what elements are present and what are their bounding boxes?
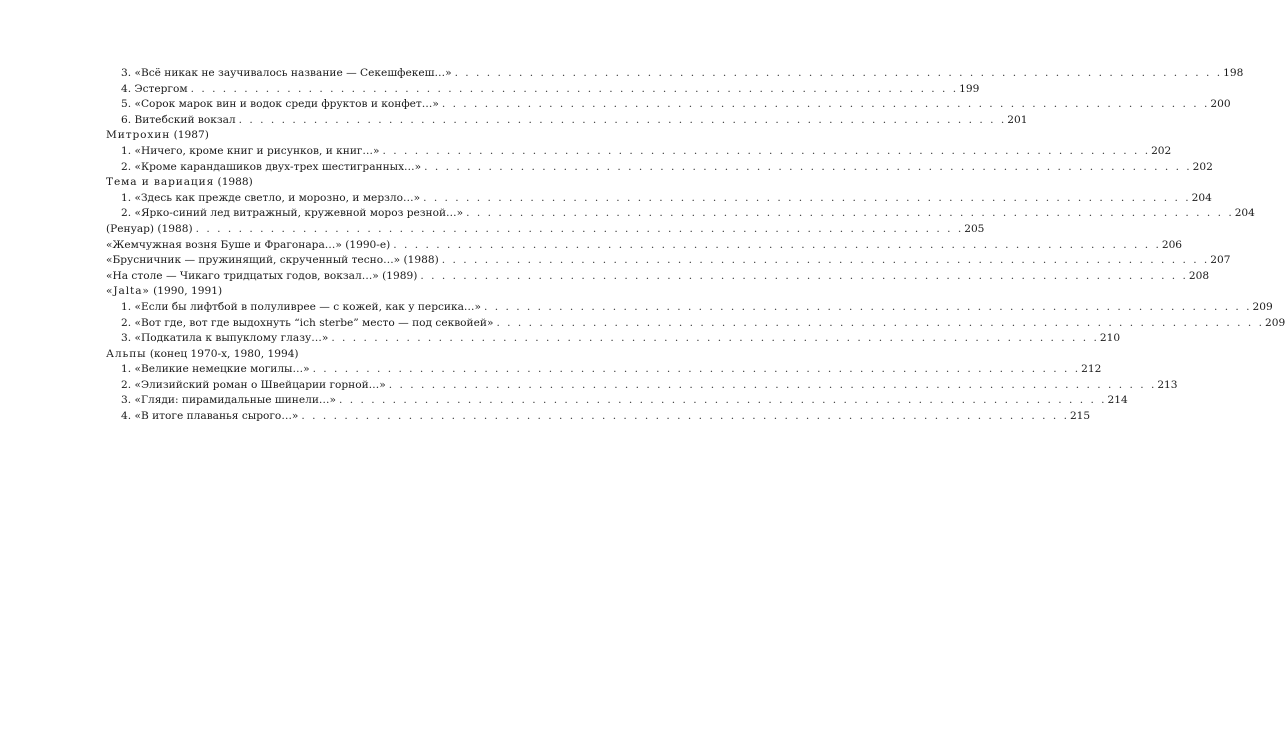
toc-entry (106, 222, 985, 238)
toc-entry-title: 1. «Ничего, кроме книг и рисунков, и книг…» (121, 144, 380, 157)
dot-leader: . . . . . . . . . . . . . . . . . . . . . . . . . . . . . . . . . . . . . . . . . . . . . . . . . . . . . . . . . . . . . . . . . . . . . . . . (301, 410, 1069, 423)
toc-page-number: 202 (1151, 144, 1172, 157)
toc-entry-title: 1. «Великие немецкие могилы…» (121, 363, 310, 376)
dot-leader: . . . . . . . . . . . . . . . . . . . . . . . . . . . . . . . . . . . . . . . . . . . . . . . . . . . . . . . . . . . . . . . . . . . . . . . . (496, 316, 1264, 329)
section-date: (1988) (214, 176, 253, 189)
toc-section-heading (106, 128, 486, 144)
toc-entry (106, 160, 1213, 176)
section-date: (1990, 1991) (149, 285, 223, 298)
toc-entry-title: «Жемчужная возня Буше и Фрагонара…» (1990-е) (106, 238, 391, 251)
toc-page-number: 215 (1069, 410, 1091, 423)
section-date: (конец 1970-х, 1980, 1994) (146, 347, 299, 360)
toc-page-number: 213 (1157, 378, 1178, 391)
toc-entry (106, 191, 1212, 207)
toc-entry-title: «На столе — Чикаго тридцатых годов, вокзал…» (1989) (106, 269, 418, 282)
dot-leader: . . . . . . . . . . . . . . . . . . . . . . . . . . . . . . . . . . . . . . . . . . . . . . . . . . . . . . . . . . . . . . . . . . . . . . . . (466, 207, 1234, 220)
dot-leader: . . . . . . . . . . . . . . . . . . . . . . . . . . . . . . . . . . . . . . . . . . . . . . . . . . . . . . . . . . . . . . . . . . . . . . . . (190, 82, 959, 95)
toc-entry-title: 3. «Подкатила к выпуклому глазу…» (121, 332, 329, 345)
toc-entry (106, 316, 1285, 332)
toc-entry-title: 2. «Ярко-синий лед витражный, кружевной мороз резной…» (121, 207, 464, 220)
toc-entry (106, 238, 1183, 254)
dot-leader: . . . . . . . . . . . . . . . . . . . . . . . . . . . . . . . . . . . . . . . . . . . . . . . . . . . . . . . . . . . . . . . . . . . . . . . . (420, 269, 1188, 282)
dot-leader: . . . . . . . . . . . . . . . . . . . . . . . . . . . . . . . . . . . . . . . . . . . . . . . . . . . . . . . . . . . . . . . . . . . . . . . . (339, 394, 1107, 407)
dot-leader: . . . . . . . . . . . . . . . . . . . . . . . . . . . . . . . . . . . . . . . . . . . . . . . . . . . . . . . . . . . . . . . . . . . . . . . . (483, 300, 1252, 313)
toc-entry-title: (Ренуар) (1988) (106, 222, 193, 235)
toc-section-heading (106, 175, 486, 191)
section-title: Тема и вариация (106, 176, 215, 189)
dot-leader: . . . . . . . . . . . . . . . . . . . . . . . . . . . . . . . . . . . . . . . . . . . . . . . . . . . . . . . . . . . . . . . . . . . . . . . . (382, 144, 1151, 157)
toc-entry (106, 97, 1231, 113)
toc-page-number: 206 (1161, 238, 1183, 251)
toc-entry-title: 6. Витебский вокзал (121, 113, 236, 126)
dot-leader: . . . . . . . . . . . . . . . . . . . . . . . . . . . . . . . . . . . . . . . . . . . . . . . . . . . . . . . . . . . . . . . . . . . . . . . . (238, 113, 1007, 126)
toc-entry-title: 5. «Сорок марок вин и водок среди фруктов и конфет…» (121, 98, 439, 111)
toc-entry (106, 393, 1128, 409)
toc-entry (106, 206, 1255, 222)
dot-leader: . . . . . . . . . . . . . . . . . . . . . . . . . . . . . . . . . . . . . . . . . . . . . . . . . . . . . . . . . . . . . . . . . . . . . . . . (388, 378, 1157, 391)
toc-entry-title: 1. «Здесь как прежде светло, и морозно, и мерзло…» (121, 191, 421, 204)
section-title: Митрохин (106, 129, 171, 142)
dot-leader: . . . . . . . . . . . . . . . . . . . . . . . . . . . . . . . . . . . . . . . . . . . . . . . . . . . . . . . . . . . . . . . . . . . . . . . . (312, 363, 1081, 376)
toc-page-number: 204 (1234, 207, 1255, 220)
toc-entry-title: «Брусничник — пружинящий, скрученный тесно…» (1988) (106, 254, 439, 267)
toc-entry (106, 82, 980, 98)
toc-entry (106, 362, 1102, 378)
toc-page-number: 200 (1210, 98, 1231, 111)
toc-entry (106, 269, 1210, 285)
section-date: (1987) (170, 129, 209, 142)
toc-entry-title: 3. «Гляди: пирамидальные шинели…» (121, 394, 336, 407)
toc-page-number: 198 (1223, 67, 1244, 79)
toc-entry (106, 300, 1273, 316)
toc-page-number: 201 (1007, 113, 1028, 126)
toc-entry-title: 2. «Вот где, вот где выдохнуть “ich sterbe” место — под секвойей» (121, 316, 494, 329)
toc-entry (106, 331, 1121, 347)
toc-page-number: 214 (1107, 394, 1128, 407)
dot-leader: . . . . . . . . . . . . . . . . . . . . . . . . . . . . . . . . . . . . . . . . . . . . . . . . . . . . . . . . . . . . . . . . . . . . . . . . (454, 67, 1223, 79)
toc-entry (106, 378, 1178, 394)
toc-entry-title: 4. «В итоге плаванья сырого…» (121, 410, 299, 423)
dot-leader: . . . . . . . . . . . . . . . . . . . . . . . . . . . . . . . . . . . . . . . . . . . . . . . . . . . . . . . . . . . . . . . . . . . . . . . . (423, 191, 1191, 204)
toc-page-number: 205 (964, 222, 985, 235)
table-of-contents (106, 66, 1285, 425)
dot-leader: . . . . . . . . . . . . . . . . . . . . . . . . . . . . . . . . . . . . . . . . . . . . . . . . . . . . . . . . . . . . . . . . . . . . . . . . (441, 254, 1210, 267)
toc-page-number: 209 (1264, 316, 1285, 329)
dot-leader: . . . . . . . . . . . . . . . . . . . . . . . . . . . . . . . . . . . . . . . . . . . . . . . . . . . . . . . . . . . . . . . . . . . . . . . . (393, 238, 1161, 251)
toc-entry-title: 2. «Элизийский роман о Швейцарии горной…» (121, 378, 386, 391)
toc-entry-title: 2. «Кроме карандашиков двух-трех шестигранных…» (121, 160, 422, 173)
toc-entry (106, 253, 1231, 269)
toc-entry (106, 409, 1091, 425)
toc-page-number: 207 (1210, 254, 1231, 267)
toc-page-number: 209 (1252, 300, 1273, 313)
toc-page-number: 212 (1081, 363, 1102, 376)
section-title: «Jalta» (106, 285, 150, 298)
toc-page-number: 202 (1192, 160, 1213, 173)
toc-page-number: 199 (959, 82, 980, 95)
toc-section-heading (106, 284, 486, 300)
dot-leader: . . . . . . . . . . . . . . . . . . . . . . . . . . . . . . . . . . . . . . . . . . . . . . . . . . . . . . . . . . . . . . . . . . . . . . . . (195, 222, 964, 235)
section-title: Альпы (106, 347, 147, 360)
toc-entry-title: 3. «Всё никак не заучивалось название — Секешфекеш…» (121, 67, 452, 79)
toc-page-number: 208 (1188, 269, 1210, 282)
toc-entry (106, 113, 1028, 129)
toc-page-number: 210 (1099, 332, 1121, 345)
toc-entry (106, 66, 1244, 82)
dot-leader: . . . . . . . . . . . . . . . . . . . . . . . . . . . . . . . . . . . . . . . . . . . . . . . . . . . . . . . . . . . . . . . . . . . . . . . . (331, 332, 1099, 345)
toc-entry-title: 4. Эстергом (121, 82, 188, 95)
dot-leader: . . . . . . . . . . . . . . . . . . . . . . . . . . . . . . . . . . . . . . . . . . . . . . . . . . . . . . . . . . . . . . . . . . . . . . . . (424, 160, 1192, 173)
dot-leader: . . . . . . . . . . . . . . . . . . . . . . . . . . . . . . . . . . . . . . . . . . . . . . . . . . . . . . . . . . . . . . . . . . . . . . . . (441, 98, 1210, 111)
toc-entry (106, 144, 1172, 160)
toc-section-heading (106, 347, 486, 363)
toc-page-number: 204 (1191, 191, 1212, 204)
toc-entry-title: 1. «Если бы лифтбой в полуливрее — с кожей, как у персика…» (121, 300, 481, 313)
